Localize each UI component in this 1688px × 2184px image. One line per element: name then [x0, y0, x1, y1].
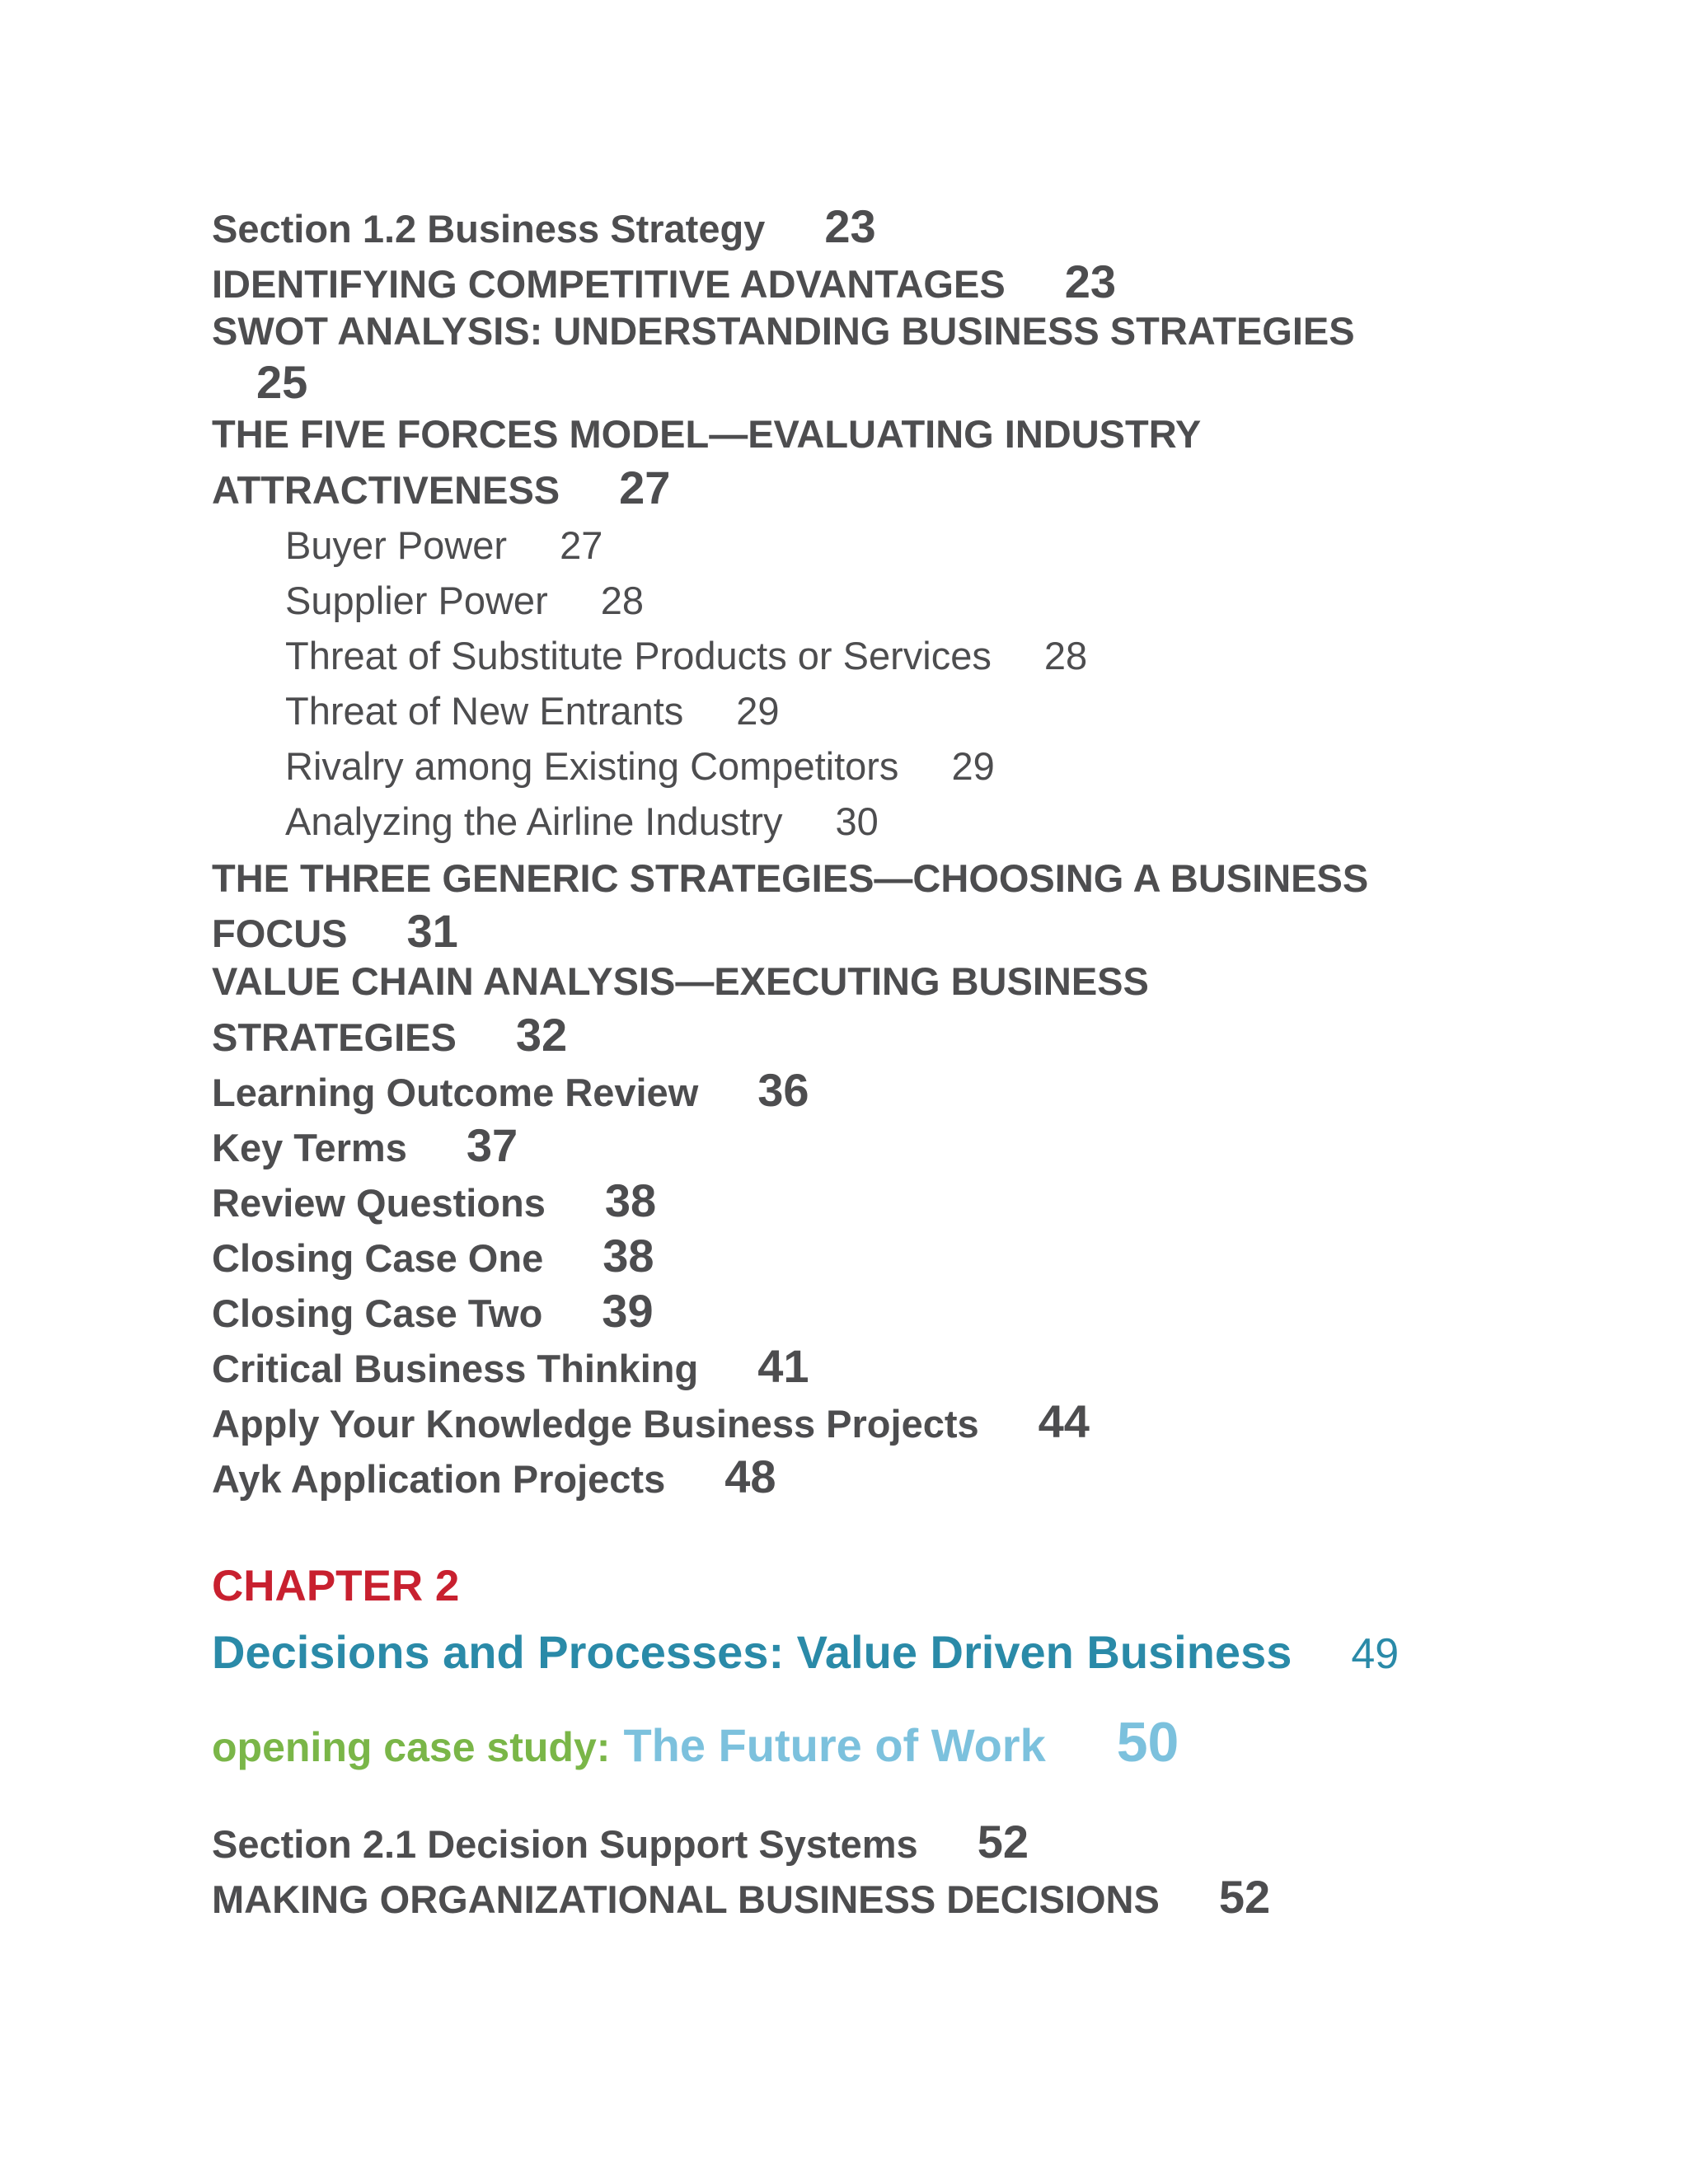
- toc-entry-title: Review Questions: [212, 1181, 546, 1225]
- toc-entry-page: 52: [1218, 1871, 1271, 1923]
- toc-entry-page: 52: [977, 1816, 1029, 1868]
- toc-entry-five-forces-line2[interactable]: [212, 462, 671, 513]
- toc-entry-title: Ayk Application Projects: [212, 1457, 666, 1501]
- toc-entry-value-chain-line1[interactable]: [212, 959, 1149, 1003]
- chapter-title: Decisions and Processes: Value Driven Business: [212, 1626, 1292, 1678]
- toc-entry-title: Section 1.2 Business Strategy: [212, 207, 766, 251]
- toc-entry-page: 25: [256, 356, 308, 408]
- opening-case-entry[interactable]: [212, 1711, 1179, 1774]
- toc-entry-section-2-1[interactable]: [212, 1816, 1029, 1868]
- toc-entry-page: 32: [515, 1009, 568, 1061]
- opening-case-title: The Future of Work: [623, 1719, 1046, 1771]
- toc-subentry-page: 29: [951, 744, 995, 788]
- toc-entry-title: FOCUS: [212, 912, 348, 955]
- toc-entry-title: Critical Business Thinking: [212, 1347, 699, 1390]
- toc-entry-page: 36: [757, 1064, 809, 1116]
- toc-entry-swot-page-line: [256, 356, 308, 408]
- toc-entry-title: SWOT ANALYSIS: UNDERSTANDING BUSINESS STRATEGIES: [212, 309, 1355, 353]
- toc-entry-page: 48: [724, 1451, 776, 1502]
- toc-entry-value-chain-line2[interactable]: [212, 1009, 568, 1061]
- toc-entry[interactable]: [212, 1230, 654, 1282]
- chapter-title-entry[interactable]: [212, 1626, 1400, 1678]
- toc-subentry-page: 28: [1043, 634, 1088, 677]
- toc-entry[interactable]: [212, 1451, 776, 1502]
- toc-entry-title: Closing Case Two: [212, 1291, 543, 1335]
- toc-entry-three-generic-line1[interactable]: [212, 856, 1369, 900]
- toc-subentry-title: Threat of New Entrants: [285, 689, 684, 733]
- toc-entry-page: 38: [604, 1174, 657, 1226]
- toc-entry-page: 31: [406, 905, 458, 957]
- toc-subentry[interactable]: [285, 523, 603, 567]
- toc-entry-title: Apply Your Knowledge Business Projects: [212, 1402, 979, 1446]
- chapter-label: [212, 1564, 459, 1608]
- toc-subentry-page: 27: [560, 523, 603, 567]
- toc-entry-page: 39: [602, 1285, 654, 1337]
- toc-subentry-title: Supplier Power: [285, 579, 548, 622]
- toc-subentry[interactable]: [285, 799, 879, 843]
- toc-subentry-title: Threat of Substitute Products or Services: [285, 634, 992, 677]
- toc-entry-section-1-2[interactable]: [212, 200, 876, 252]
- toc-entry-page: 37: [466, 1119, 518, 1171]
- toc-entry-title: THE THREE GENERIC STRATEGIES—CHOOSING A BUSINESS: [212, 856, 1369, 900]
- toc-entry[interactable]: [212, 1340, 809, 1392]
- toc-entry-page: 27: [619, 462, 671, 513]
- toc-entry-title: ATTRACTIVENESS: [212, 468, 560, 512]
- toc-subentry-page: 28: [600, 579, 644, 622]
- toc-entry-page: 44: [1038, 1395, 1090, 1447]
- toc-subentry[interactable]: [285, 689, 780, 733]
- toc-entry-title: MAKING ORGANIZATIONAL BUSINESS DECISIONS: [212, 1877, 1160, 1921]
- opening-case-label: opening case study:: [212, 1724, 611, 1770]
- toc-entry-title: Section 2.1 Decision Support Systems: [212, 1822, 918, 1866]
- toc-entry-title: Key Terms: [212, 1126, 407, 1169]
- chapter-label-text: CHAPTER 2: [212, 1562, 460, 1610]
- toc-entry-five-forces-line1[interactable]: [212, 412, 1202, 456]
- toc-entry-making-decisions[interactable]: [212, 1871, 1271, 1923]
- toc-entry-page: 23: [824, 200, 876, 252]
- toc-subentry[interactable]: [285, 636, 1087, 675]
- toc-entry[interactable]: [212, 1174, 657, 1226]
- toc-entry-page: 38: [603, 1230, 654, 1282]
- toc-subentry-title: Rivalry among Existing Competitors: [285, 744, 899, 788]
- toc-entry-page: 41: [757, 1340, 809, 1392]
- toc-entry[interactable]: [212, 1064, 809, 1116]
- toc-subentry-title: Buyer Power: [285, 523, 508, 567]
- toc-entry[interactable]: [212, 1119, 518, 1171]
- toc-entry-title: THE FIVE FORCES MODEL—EVALUATING INDUSTRY: [212, 412, 1202, 456]
- toc-entry-page: 23: [1064, 255, 1116, 307]
- toc-entry[interactable]: [212, 1285, 654, 1337]
- toc-entry-title: Learning Outcome Review: [212, 1071, 699, 1114]
- toc-entry-title: IDENTIFYING COMPETITIVE ADVANTAGES: [212, 262, 1006, 306]
- toc-subentry-page: 29: [736, 689, 780, 733]
- toc-subentry-title: Analyzing the Airline Industry: [285, 799, 783, 843]
- toc-entry-title: STRATEGIES: [212, 1015, 457, 1059]
- toc-subentry[interactable]: [285, 744, 995, 788]
- toc-subentry[interactable]: [285, 581, 644, 620]
- toc-entry[interactable]: [212, 1395, 1090, 1447]
- opening-case-page: 50: [1116, 1711, 1179, 1774]
- toc-entry-title: VALUE CHAIN ANALYSIS—EXECUTING BUSINESS: [212, 959, 1149, 1003]
- toc-subentry-page: 30: [835, 799, 879, 843]
- toc-entry-three-generic-line2[interactable]: [212, 905, 458, 957]
- chapter-page: 49: [1351, 1630, 1400, 1678]
- toc-entry-title: Closing Case One: [212, 1236, 544, 1280]
- toc-entry-swot[interactable]: [212, 309, 1355, 353]
- toc-entry-identifying[interactable]: [212, 255, 1116, 307]
